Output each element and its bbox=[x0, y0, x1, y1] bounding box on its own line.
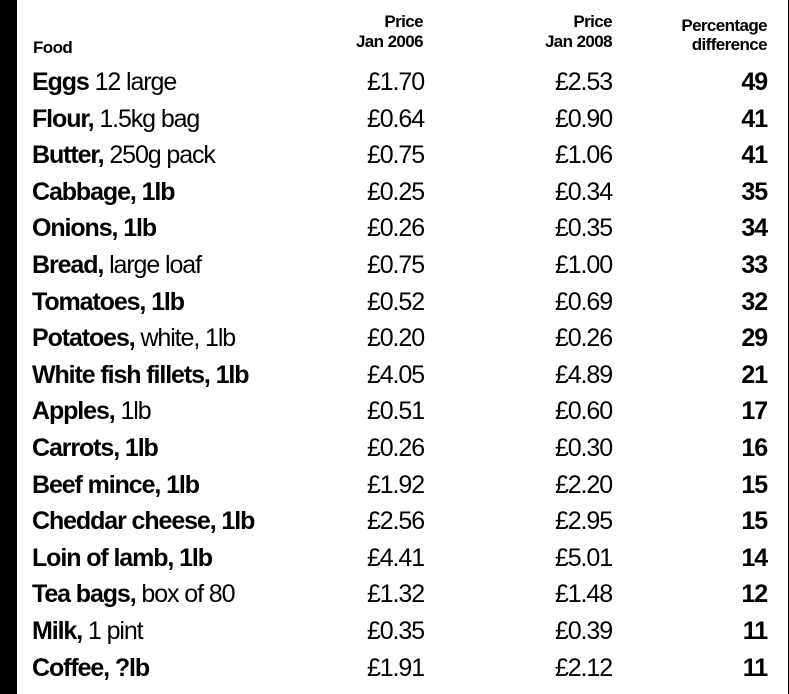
header-price-2008 bbox=[545, 12, 612, 52]
food-name-bold: Butter, bbox=[32, 141, 104, 170]
percentage-difference: 49 bbox=[741, 68, 767, 96]
food-name-detail: 250g pack bbox=[103, 141, 215, 170]
food-name bbox=[32, 64, 176, 100]
table-row bbox=[17, 247, 788, 284]
food-name-detail: large loaf bbox=[103, 250, 201, 279]
price-jan-2008: £1.06 bbox=[554, 141, 612, 170]
price-jan-2006: £0.20 bbox=[366, 324, 424, 353]
table-row bbox=[17, 467, 788, 504]
percentage-difference: 32 bbox=[741, 287, 767, 316]
percentage-difference: 34 bbox=[741, 214, 767, 243]
percentage-difference: 15 bbox=[741, 507, 767, 536]
table-row bbox=[17, 540, 788, 577]
food-name-bold: Coffee, ?lb bbox=[32, 653, 150, 682]
food-name bbox=[32, 247, 201, 283]
food-name-bold: Cheddar cheese, 1lb bbox=[32, 507, 255, 536]
food-name-bold: Carrots, 1lb bbox=[32, 433, 158, 462]
table-row bbox=[17, 430, 788, 467]
food-name-bold: Beef mince, 1lb bbox=[32, 470, 199, 499]
percentage-difference: 14 bbox=[741, 543, 767, 572]
price-jan-2006: £0.51 bbox=[366, 397, 424, 426]
food-name-bold: Cabbage, 1lb bbox=[32, 177, 175, 206]
price-jan-2006: £2.56 bbox=[366, 507, 424, 536]
food-name-detail: 1lb bbox=[114, 397, 151, 426]
price-jan-2008: £2.53 bbox=[554, 68, 612, 96]
food-name-bold: Onions, 1lb bbox=[32, 214, 157, 243]
food-name-bold: Milk, bbox=[32, 616, 83, 645]
price-jan-2006: £1.91 bbox=[366, 653, 424, 682]
table-row bbox=[17, 613, 788, 650]
price-jan-2008: £1.00 bbox=[554, 250, 612, 279]
percentage-difference: 41 bbox=[741, 141, 767, 170]
price-jan-2008: £0.30 bbox=[554, 433, 612, 462]
table-row bbox=[17, 650, 788, 687]
table-row bbox=[17, 137, 788, 174]
price-jan-2006: £0.75 bbox=[366, 141, 424, 170]
food-name-bold: White fish fillets, 1lb bbox=[32, 360, 249, 389]
price-jan-2008: £4.89 bbox=[554, 360, 612, 389]
price-jan-2006: £1.32 bbox=[366, 580, 424, 609]
price-jan-2008: £0.90 bbox=[554, 104, 612, 133]
header-pct-line2: difference bbox=[691, 35, 767, 54]
percentage-difference: 12 bbox=[741, 580, 767, 609]
price-jan-2008: £0.35 bbox=[554, 214, 612, 243]
food-name bbox=[32, 576, 234, 612]
percentage-difference: 21 bbox=[741, 360, 767, 389]
price-jan-2008: £2.12 bbox=[554, 653, 612, 682]
food-name-bold: Eggs bbox=[32, 68, 89, 96]
percentage-difference: 11 bbox=[742, 616, 767, 645]
percentage-difference: 15 bbox=[741, 470, 767, 499]
price-jan-2008: £1.48 bbox=[554, 580, 612, 609]
food-name bbox=[32, 174, 174, 210]
price-jan-2008: £0.34 bbox=[554, 177, 612, 206]
food-name bbox=[32, 320, 235, 356]
table-row bbox=[17, 101, 788, 138]
food-name-detail: white, 1lb bbox=[134, 324, 236, 353]
percentage-difference: 35 bbox=[741, 177, 767, 206]
price-jan-2008: £0.69 bbox=[554, 287, 612, 316]
table-row bbox=[17, 64, 788, 101]
table-row bbox=[17, 284, 788, 321]
food-name bbox=[32, 467, 199, 503]
price-jan-2006: £0.25 bbox=[366, 177, 424, 206]
table-row bbox=[17, 393, 788, 430]
price-jan-2006: £0.26 bbox=[366, 214, 424, 243]
header-price-2006-line1: Price bbox=[384, 12, 423, 31]
food-name bbox=[32, 210, 156, 246]
price-jan-2008: £0.39 bbox=[554, 616, 612, 645]
food-name bbox=[32, 284, 184, 320]
food-name-bold: Tomatoes, 1lb bbox=[32, 287, 184, 316]
food-name bbox=[32, 650, 149, 686]
table-row bbox=[17, 576, 788, 613]
percentage-difference: 29 bbox=[741, 324, 767, 353]
table-row bbox=[17, 174, 788, 211]
food-name bbox=[32, 430, 158, 466]
food-name-bold: Flour, bbox=[32, 104, 94, 133]
header-food: Food bbox=[33, 38, 73, 57]
price-jan-2006: £0.64 bbox=[366, 104, 424, 133]
header-price-2008-line1: Price bbox=[573, 12, 612, 31]
price-jan-2006: £0.52 bbox=[366, 287, 424, 316]
header-price-2008-line2: Jan 2008 bbox=[544, 32, 612, 51]
table-row bbox=[17, 210, 788, 247]
header-price-2006 bbox=[356, 12, 423, 52]
price-jan-2006: £0.26 bbox=[366, 433, 424, 462]
price-jan-2006: £0.35 bbox=[366, 616, 424, 645]
percentage-difference: 17 bbox=[741, 397, 767, 426]
food-name-detail: 1 pint bbox=[82, 616, 143, 645]
price-jan-2008: £2.95 bbox=[554, 507, 612, 536]
table-row bbox=[17, 503, 788, 540]
food-name-bold: Loin of lamb, 1lb bbox=[32, 543, 212, 572]
header-percentage-difference bbox=[681, 16, 767, 54]
food-name-bold: Apples, bbox=[32, 397, 115, 426]
food-name-bold: Bread, bbox=[32, 250, 104, 279]
price-jan-2006: £1.92 bbox=[366, 470, 424, 499]
header-pct-line1: Percentage bbox=[681, 16, 767, 35]
price-jan-2006: £1.70 bbox=[366, 68, 424, 96]
percentage-difference: 11 bbox=[742, 653, 767, 682]
percentage-difference: 33 bbox=[741, 250, 767, 279]
food-name bbox=[32, 393, 151, 429]
food-price-table bbox=[17, 0, 788, 694]
price-jan-2006: £0.75 bbox=[366, 250, 424, 279]
food-name bbox=[32, 503, 254, 539]
percentage-difference: 16 bbox=[741, 433, 767, 462]
price-jan-2008: £0.60 bbox=[554, 397, 612, 426]
food-name-bold: Tea bags, bbox=[32, 580, 136, 609]
food-name bbox=[32, 137, 215, 173]
food-name bbox=[32, 101, 199, 137]
table-row bbox=[17, 357, 788, 394]
header-price-2006-line2: Jan 2006 bbox=[355, 32, 423, 51]
food-name bbox=[32, 613, 142, 649]
price-jan-2008: £2.20 bbox=[554, 470, 612, 499]
food-name bbox=[32, 540, 212, 576]
table-body bbox=[17, 64, 788, 686]
price-jan-2006: £4.41 bbox=[366, 543, 424, 572]
price-jan-2006: £4.05 bbox=[366, 360, 424, 389]
table-row bbox=[17, 320, 788, 357]
price-jan-2008: £5.01 bbox=[554, 543, 612, 572]
price-jan-2008: £0.26 bbox=[554, 324, 612, 353]
food-name-bold: Potatoes, bbox=[32, 324, 135, 353]
food-name bbox=[32, 357, 248, 393]
percentage-difference: 41 bbox=[741, 104, 767, 133]
food-name-detail: box of 80 bbox=[135, 580, 235, 609]
food-name-detail: 1.5kg bag bbox=[93, 104, 200, 133]
food-name-detail: 12 large bbox=[88, 68, 177, 96]
